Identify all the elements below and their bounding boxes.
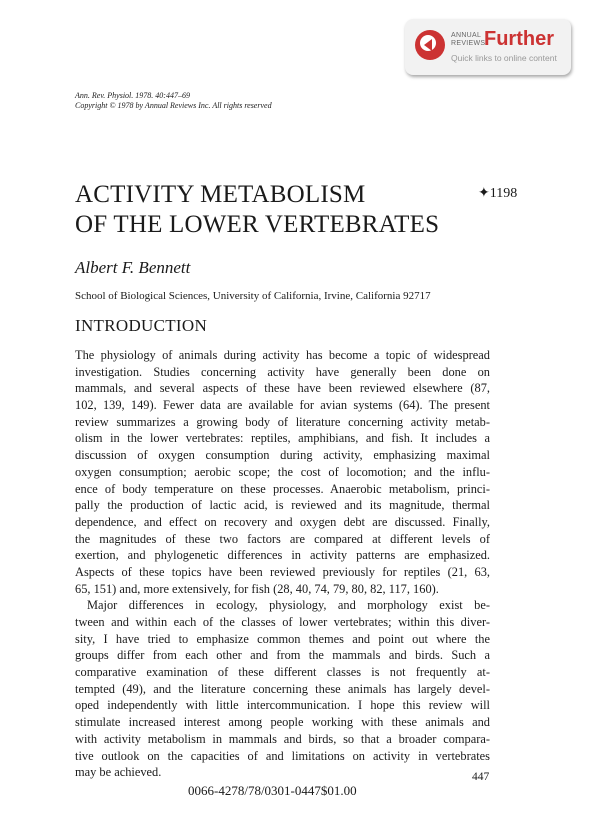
text-line: olism in the lower vertebrates: reptiles, amphibians, and fish. It includes a bbox=[75, 431, 490, 446]
author-affiliation: School of Biological Sciences, University of California, Irvine, California 92717 bbox=[75, 290, 431, 302]
text-line: tive outlook on the capacities of and limitations on activity in vertebrates bbox=[75, 748, 490, 763]
citation-line: Ann. Rev. Physiol. 1978. 40:447–69 bbox=[75, 91, 190, 100]
text-line: stimulate increased interest among people working with these animals and bbox=[75, 715, 490, 730]
badge-annual-label: ANNUAL bbox=[451, 32, 482, 39]
text-line: comparative examination of these different classes is not frequently at- bbox=[75, 665, 490, 680]
text-line: exertion, and phylogenetic differences in activity patterns are emphasized. bbox=[75, 548, 490, 563]
badge-further-label: Further bbox=[484, 28, 554, 50]
text-line: The physiology of animals during activity has become a topic of widespread bbox=[75, 348, 490, 362]
text-line: dependence, and effect on recovery and oxygen debt are discussed. Finally, bbox=[75, 514, 490, 529]
text-line: with activity metabolism in mammals and birds, so that a broader compara- bbox=[75, 731, 490, 746]
annual-reviews-logo-icon bbox=[415, 30, 445, 60]
title-line-2: OF THE LOWER VERTEBRATES bbox=[75, 211, 440, 238]
article-title bbox=[75, 180, 439, 240]
article-code: ✦1198 bbox=[478, 186, 518, 201]
annual-reviews-further-badge[interactable] bbox=[405, 19, 571, 75]
text-line: review summarizes a growing body of literature concerning activity metab- bbox=[75, 414, 490, 429]
text-line: Aspects of these topics have been reviewed previously for reptiles (21, 63, bbox=[75, 564, 490, 579]
text-line: discussion of oxygen consumption during activity, emphasizing maximal bbox=[75, 448, 490, 463]
section-heading: INTRODUCTION bbox=[75, 316, 208, 335]
text-line: 65, 151) and, more extensively, for fish (28, 40, 74, 79, 80, 82, 117, 160). bbox=[75, 581, 439, 596]
text-line: Major differences in ecology, physiology, and morphology exist be- bbox=[87, 598, 490, 613]
body-text bbox=[75, 347, 490, 781]
text-line: investigation. Studies concerning activity have generally been done on bbox=[75, 364, 490, 379]
text-line: pally the production of lactic acid, is reviewed and its magnitude, thermal bbox=[75, 498, 490, 513]
copyright-line: Copyright © 1978 by Annual Reviews Inc. All rights reserved bbox=[75, 101, 272, 110]
text-line: oped independently with little intercommunication. I hope this review will bbox=[75, 698, 490, 713]
badge-quick-links-label: Quick links to online content bbox=[451, 53, 557, 63]
author-name: Albert F. Bennett bbox=[75, 258, 191, 277]
badge-reviews-label: REVIEWS bbox=[451, 40, 486, 47]
text-line: groups differ from each other and from the mammals and birds. Such a bbox=[75, 648, 490, 663]
text-line: tween and within each of the classes of lower vertebrates; within this diver- bbox=[75, 615, 490, 629]
text-line: mammals, and several aspects of these have been reviewed elsewhere (87, bbox=[75, 381, 490, 396]
journal-citation bbox=[75, 91, 272, 111]
title-line-1: ACTIVITY METABOLISM bbox=[75, 181, 366, 208]
text-line: ence of body temperature on these processes. Anaerobic metabolism, princi- bbox=[75, 481, 490, 496]
page-number: 447 bbox=[472, 771, 490, 783]
text-line: 102, 139, 149). Fewer data are available for avian systems (64). The present bbox=[75, 398, 490, 413]
text-line: may be achieved. bbox=[75, 765, 162, 780]
text-line: oxygen consumption; aerobic scope; the cost of locomotion; and the influ- bbox=[75, 464, 490, 479]
text-line: tempted (49), and the literature concerning these animals has largely devel- bbox=[75, 681, 490, 696]
text-line: sity, I have tried to emphasize common themes and point out where the bbox=[75, 631, 490, 646]
text-line: the magnitudes of these two factors are compared at different levels of bbox=[75, 531, 490, 546]
footer-code: 0066-4278/78/0301-0447$01.00 bbox=[188, 783, 357, 798]
